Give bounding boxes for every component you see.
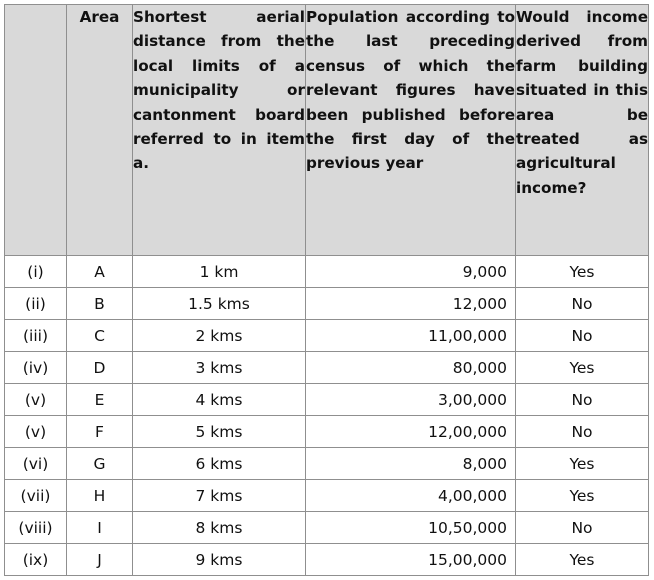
cell-area: A bbox=[67, 256, 133, 288]
table-row bbox=[5, 384, 649, 416]
cell-distance: 7 kms bbox=[133, 480, 306, 512]
cell-area: I bbox=[67, 512, 133, 544]
cell-population: 15,00,000 bbox=[306, 544, 516, 576]
cell-distance: 6 kms bbox=[133, 448, 306, 480]
cell-serial: (v) bbox=[5, 384, 67, 416]
cell-population: 12,000 bbox=[306, 288, 516, 320]
cell-serial: (ix) bbox=[5, 544, 67, 576]
cell-distance: 8 kms bbox=[133, 512, 306, 544]
cell-distance: 9 kms bbox=[133, 544, 306, 576]
cell-population: 9,000 bbox=[306, 256, 516, 288]
table-row bbox=[5, 256, 649, 288]
cell-serial: (vi) bbox=[5, 448, 67, 480]
cell-area: B bbox=[67, 288, 133, 320]
cell-agricultural-income: No bbox=[516, 384, 649, 416]
cell-agricultural-income: No bbox=[516, 288, 649, 320]
cell-serial: (i) bbox=[5, 256, 67, 288]
table-row bbox=[5, 448, 649, 480]
cell-distance: 4 kms bbox=[133, 384, 306, 416]
table-row bbox=[5, 480, 649, 512]
cell-area: J bbox=[67, 544, 133, 576]
cell-agricultural-income: No bbox=[516, 320, 649, 352]
cell-agricultural-income: Yes bbox=[516, 544, 649, 576]
header-agricultural-income: Would income derived from farm building situated in this area be treated as agricultural income? bbox=[516, 5, 649, 256]
cell-area: C bbox=[67, 320, 133, 352]
cell-population: 8,000 bbox=[306, 448, 516, 480]
cell-distance: 1.5 kms bbox=[133, 288, 306, 320]
table-row bbox=[5, 320, 649, 352]
cell-serial: (iv) bbox=[5, 352, 67, 384]
header-row bbox=[5, 5, 649, 256]
cell-population: 3,00,000 bbox=[306, 384, 516, 416]
header-serial bbox=[5, 5, 67, 256]
cell-agricultural-income: Yes bbox=[516, 256, 649, 288]
table-header bbox=[5, 5, 649, 256]
table-row bbox=[5, 512, 649, 544]
table-row bbox=[5, 288, 649, 320]
cell-area: G bbox=[67, 448, 133, 480]
cell-distance: 3 kms bbox=[133, 352, 306, 384]
cell-area: D bbox=[67, 352, 133, 384]
cell-agricultural-income: Yes bbox=[516, 352, 649, 384]
cell-population: 4,00,000 bbox=[306, 480, 516, 512]
cell-serial: (ii) bbox=[5, 288, 67, 320]
cell-distance: 5 kms bbox=[133, 416, 306, 448]
table-row bbox=[5, 352, 649, 384]
cell-serial: (iii) bbox=[5, 320, 67, 352]
header-distance: Shortest aerial distance from the local limits of a municipality or cantonment board referred to in item a. bbox=[133, 5, 306, 256]
cell-agricultural-income: No bbox=[516, 416, 649, 448]
header-area: Area bbox=[67, 5, 133, 256]
cell-serial: (v) bbox=[5, 416, 67, 448]
table-body bbox=[5, 256, 649, 576]
cell-agricultural-income: Yes bbox=[516, 480, 649, 512]
cell-population: 80,000 bbox=[306, 352, 516, 384]
cell-population: 11,00,000 bbox=[306, 320, 516, 352]
table-row bbox=[5, 416, 649, 448]
cell-serial: (viii) bbox=[5, 512, 67, 544]
cell-population: 10,50,000 bbox=[306, 512, 516, 544]
cell-population: 12,00,000 bbox=[306, 416, 516, 448]
cell-agricultural-income: No bbox=[516, 512, 649, 544]
cell-serial: (vii) bbox=[5, 480, 67, 512]
cell-distance: 1 km bbox=[133, 256, 306, 288]
cell-distance: 2 kms bbox=[133, 320, 306, 352]
cell-area: E bbox=[67, 384, 133, 416]
cell-area: H bbox=[67, 480, 133, 512]
cell-agricultural-income: Yes bbox=[516, 448, 649, 480]
table-row bbox=[5, 544, 649, 576]
header-population: Population according to the last preceding census of which the relevant figures have been published before the first day of the previous year bbox=[306, 5, 516, 256]
agricultural-income-table bbox=[4, 4, 649, 576]
cell-area: F bbox=[67, 416, 133, 448]
